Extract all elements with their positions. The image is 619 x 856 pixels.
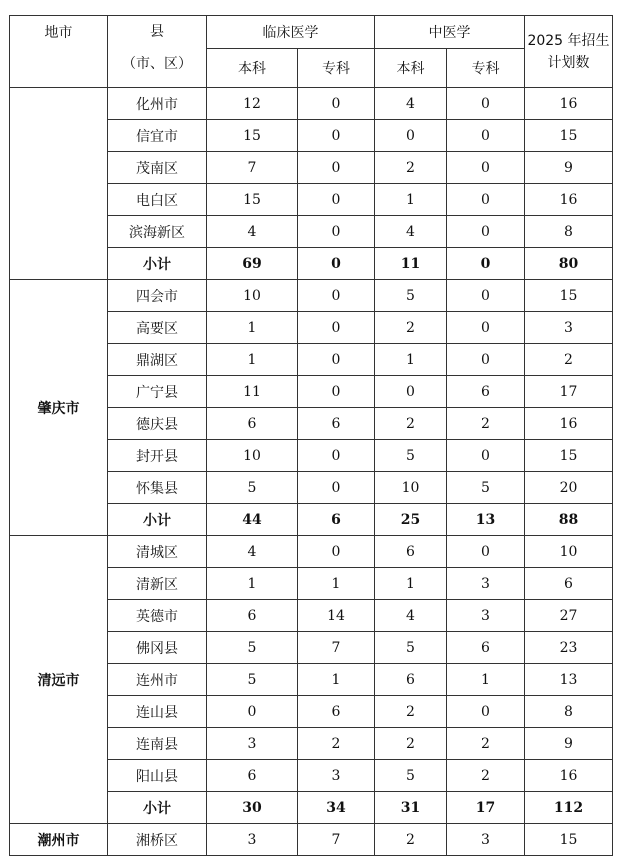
clinical-associate-cell: 0 — [298, 312, 375, 344]
tcm-associate-cell: 0 — [447, 312, 525, 344]
subtotal-total: 112 — [525, 792, 613, 824]
tcm-bachelor-cell: 0 — [375, 376, 447, 408]
total-cell: 16 — [525, 408, 613, 440]
total-cell: 6 — [525, 568, 613, 600]
clinical-associate-cell: 1 — [298, 568, 375, 600]
clinical-bachelor-cell: 7 — [207, 152, 298, 184]
city-cell: 肇庆市 — [10, 280, 108, 536]
tcm-bachelor-cell: 5 — [375, 280, 447, 312]
clinical-associate-cell: 6 — [298, 408, 375, 440]
tcm-associate-cell: 2 — [447, 760, 525, 792]
clinical-associate-cell: 14 — [298, 600, 375, 632]
clinical-associate-cell: 0 — [298, 152, 375, 184]
total-cell: 8 — [525, 216, 613, 248]
county-cell: 高要区 — [108, 312, 207, 344]
clinical-bachelor-cell: 1 — [207, 568, 298, 600]
tcm-associate-cell: 5 — [447, 472, 525, 504]
clinical-bachelor-cell: 10 — [207, 280, 298, 312]
clinical-bachelor-cell: 5 — [207, 472, 298, 504]
tcm-bachelor-cell: 2 — [375, 824, 447, 856]
total-cell: 27 — [525, 600, 613, 632]
total-cell: 8 — [525, 696, 613, 728]
tcm-associate-cell: 0 — [447, 120, 525, 152]
total-cell: 23 — [525, 632, 613, 664]
tcm-bachelor-cell: 4 — [375, 88, 447, 120]
table-body — [10, 88, 613, 856]
total-cell: 16 — [525, 760, 613, 792]
clinical-bachelor-cell: 4 — [207, 216, 298, 248]
tcm-associate-cell: 1 — [447, 664, 525, 696]
tcm-associate-cell: 0 — [447, 216, 525, 248]
subtotal-clinical-associate: 0 — [298, 248, 375, 280]
county-cell: 滨海新区 — [108, 216, 207, 248]
clinical-associate-cell: 2 — [298, 728, 375, 760]
tcm-bachelor-cell: 1 — [375, 184, 447, 216]
tcm-bachelor-cell: 2 — [375, 152, 447, 184]
tcm-associate-cell: 2 — [447, 728, 525, 760]
tcm-associate-cell: 6 — [447, 632, 525, 664]
subtotal-tcm-bachelor: 25 — [375, 504, 447, 536]
clinical-associate-cell: 0 — [298, 440, 375, 472]
tcm-bachelor-cell: 2 — [375, 728, 447, 760]
tcm-bachelor-cell: 0 — [375, 120, 447, 152]
clinical-associate-cell: 0 — [298, 472, 375, 504]
tcm-associate-cell: 0 — [447, 536, 525, 568]
tcm-bachelor-cell: 1 — [375, 344, 447, 376]
clinical-associate-cell: 0 — [298, 120, 375, 152]
header-total — [525, 16, 613, 88]
county-cell: 封开县 — [108, 440, 207, 472]
subtotal-tcm-associate: 0 — [447, 248, 525, 280]
total-cell: 15 — [525, 280, 613, 312]
total-cell: 2 — [525, 344, 613, 376]
clinical-bachelor-cell: 1 — [207, 344, 298, 376]
county-cell: 德庆县 — [108, 408, 207, 440]
county-cell: 佛冈县 — [108, 632, 207, 664]
clinical-associate-cell: 0 — [298, 376, 375, 408]
clinical-associate-cell: 7 — [298, 632, 375, 664]
city-cell: 潮州市 — [10, 824, 108, 856]
tcm-associate-cell: 0 — [447, 280, 525, 312]
clinical-bachelor-cell: 12 — [207, 88, 298, 120]
subtotal-clinical-associate: 34 — [298, 792, 375, 824]
tcm-associate-cell: 0 — [447, 88, 525, 120]
clinical-associate-cell: 0 — [298, 344, 375, 376]
tcm-bachelor-cell: 10 — [375, 472, 447, 504]
tcm-associate-cell: 0 — [447, 152, 525, 184]
total-cell: 15 — [525, 120, 613, 152]
clinical-bachelor-cell: 5 — [207, 664, 298, 696]
header-tcm: 中医学 — [375, 16, 525, 49]
subtotal-clinical-bachelor: 30 — [207, 792, 298, 824]
city-cell — [10, 88, 108, 280]
total-cell: 13 — [525, 664, 613, 696]
total-cell: 17 — [525, 376, 613, 408]
total-cell: 20 — [525, 472, 613, 504]
tcm-associate-cell: 0 — [447, 344, 525, 376]
tcm-bachelor-cell: 4 — [375, 216, 447, 248]
county-cell: 广宁县 — [108, 376, 207, 408]
tcm-bachelor-cell: 2 — [375, 408, 447, 440]
clinical-bachelor-cell: 6 — [207, 600, 298, 632]
subtotal-total: 80 — [525, 248, 613, 280]
county-cell: 连州市 — [108, 664, 207, 696]
county-cell: 鼎湖区 — [108, 344, 207, 376]
clinical-bachelor-cell: 0 — [207, 696, 298, 728]
county-cell: 英德市 — [108, 600, 207, 632]
tcm-associate-cell: 0 — [447, 184, 525, 216]
clinical-associate-cell: 0 — [298, 184, 375, 216]
subtotal-tcm-bachelor: 31 — [375, 792, 447, 824]
header-county-line2: （市、区） — [122, 56, 192, 72]
county-cell: 四会市 — [108, 280, 207, 312]
tcm-associate-cell: 3 — [447, 568, 525, 600]
clinical-associate-cell: 7 — [298, 824, 375, 856]
clinical-associate-cell: 0 — [298, 216, 375, 248]
clinical-associate-cell: 0 — [298, 536, 375, 568]
tcm-bachelor-cell: 5 — [375, 632, 447, 664]
clinical-bachelor-cell: 1 — [207, 312, 298, 344]
clinical-bachelor-cell: 3 — [207, 728, 298, 760]
subtotal-tcm-associate: 17 — [447, 792, 525, 824]
county-cell: 电白区 — [108, 184, 207, 216]
clinical-bachelor-cell: 6 — [207, 760, 298, 792]
total-cell: 9 — [525, 728, 613, 760]
clinical-associate-cell: 3 — [298, 760, 375, 792]
tcm-associate-cell: 3 — [447, 824, 525, 856]
tcm-bachelor-cell: 1 — [375, 568, 447, 600]
tcm-associate-cell: 2 — [447, 408, 525, 440]
subtotal-clinical-associate: 6 — [298, 504, 375, 536]
total-cell: 9 — [525, 152, 613, 184]
header-total-line1: 2025 年招生 — [527, 32, 610, 49]
county-cell: 化州市 — [108, 88, 207, 120]
header-clinical-bachelor: 本科 — [207, 49, 298, 88]
subtotal-total: 88 — [525, 504, 613, 536]
tcm-associate-cell: 3 — [447, 600, 525, 632]
header-total-line2: 计划数 — [547, 54, 590, 71]
subtotal-tcm-associate: 13 — [447, 504, 525, 536]
clinical-associate-cell: 0 — [298, 280, 375, 312]
tcm-associate-cell: 0 — [447, 440, 525, 472]
clinical-bachelor-cell: 5 — [207, 632, 298, 664]
clinical-bachelor-cell: 15 — [207, 120, 298, 152]
clinical-bachelor-cell: 6 — [207, 408, 298, 440]
header-clinical-medicine: 临床医学 — [207, 16, 375, 49]
tcm-associate-cell: 0 — [447, 696, 525, 728]
header-clinical-associate: 专科 — [298, 49, 375, 88]
header-county — [108, 16, 207, 88]
tcm-bachelor-cell: 4 — [375, 600, 447, 632]
tcm-bachelor-cell: 6 — [375, 664, 447, 696]
header-tcm-bachelor: 本科 — [375, 49, 447, 88]
table-row — [10, 88, 613, 120]
clinical-bachelor-cell: 15 — [207, 184, 298, 216]
clinical-bachelor-cell: 10 — [207, 440, 298, 472]
clinical-bachelor-cell: 3 — [207, 824, 298, 856]
clinical-associate-cell: 1 — [298, 664, 375, 696]
county-cell: 阳山县 — [108, 760, 207, 792]
county-cell: 清城区 — [108, 536, 207, 568]
city-cell: 清远市 — [10, 536, 108, 824]
clinical-associate-cell: 6 — [298, 696, 375, 728]
subtotal-label: 小计 — [108, 504, 207, 536]
county-cell: 怀集县 — [108, 472, 207, 504]
clinical-bachelor-cell: 11 — [207, 376, 298, 408]
subtotal-label: 小计 — [108, 248, 207, 280]
subtotal-clinical-bachelor: 44 — [207, 504, 298, 536]
header-county-line1: 县 — [150, 24, 164, 40]
tcm-bachelor-cell: 2 — [375, 696, 447, 728]
clinical-bachelor-cell: 4 — [207, 536, 298, 568]
county-cell: 连山县 — [108, 696, 207, 728]
subtotal-label: 小计 — [108, 792, 207, 824]
county-cell: 清新区 — [108, 568, 207, 600]
total-cell: 10 — [525, 536, 613, 568]
total-cell: 16 — [525, 88, 613, 120]
tcm-bachelor-cell: 6 — [375, 536, 447, 568]
tcm-bachelor-cell: 2 — [375, 312, 447, 344]
subtotal-clinical-bachelor: 69 — [207, 248, 298, 280]
tcm-bachelor-cell: 5 — [375, 440, 447, 472]
enrollment-plan-table — [9, 15, 613, 856]
header-tcm-associate: 专科 — [447, 49, 525, 88]
table-row — [10, 536, 613, 568]
table-row — [10, 280, 613, 312]
county-cell: 连南县 — [108, 728, 207, 760]
subtotal-tcm-bachelor: 11 — [375, 248, 447, 280]
clinical-associate-cell: 0 — [298, 88, 375, 120]
tcm-bachelor-cell: 5 — [375, 760, 447, 792]
total-cell: 16 — [525, 184, 613, 216]
total-cell: 3 — [525, 312, 613, 344]
tcm-associate-cell: 6 — [447, 376, 525, 408]
county-cell: 湘桥区 — [108, 824, 207, 856]
total-cell: 15 — [525, 824, 613, 856]
total-cell: 15 — [525, 440, 613, 472]
county-cell: 信宜市 — [108, 120, 207, 152]
county-cell: 茂南区 — [108, 152, 207, 184]
table-header — [10, 16, 613, 88]
header-city: 地市 — [10, 16, 108, 88]
